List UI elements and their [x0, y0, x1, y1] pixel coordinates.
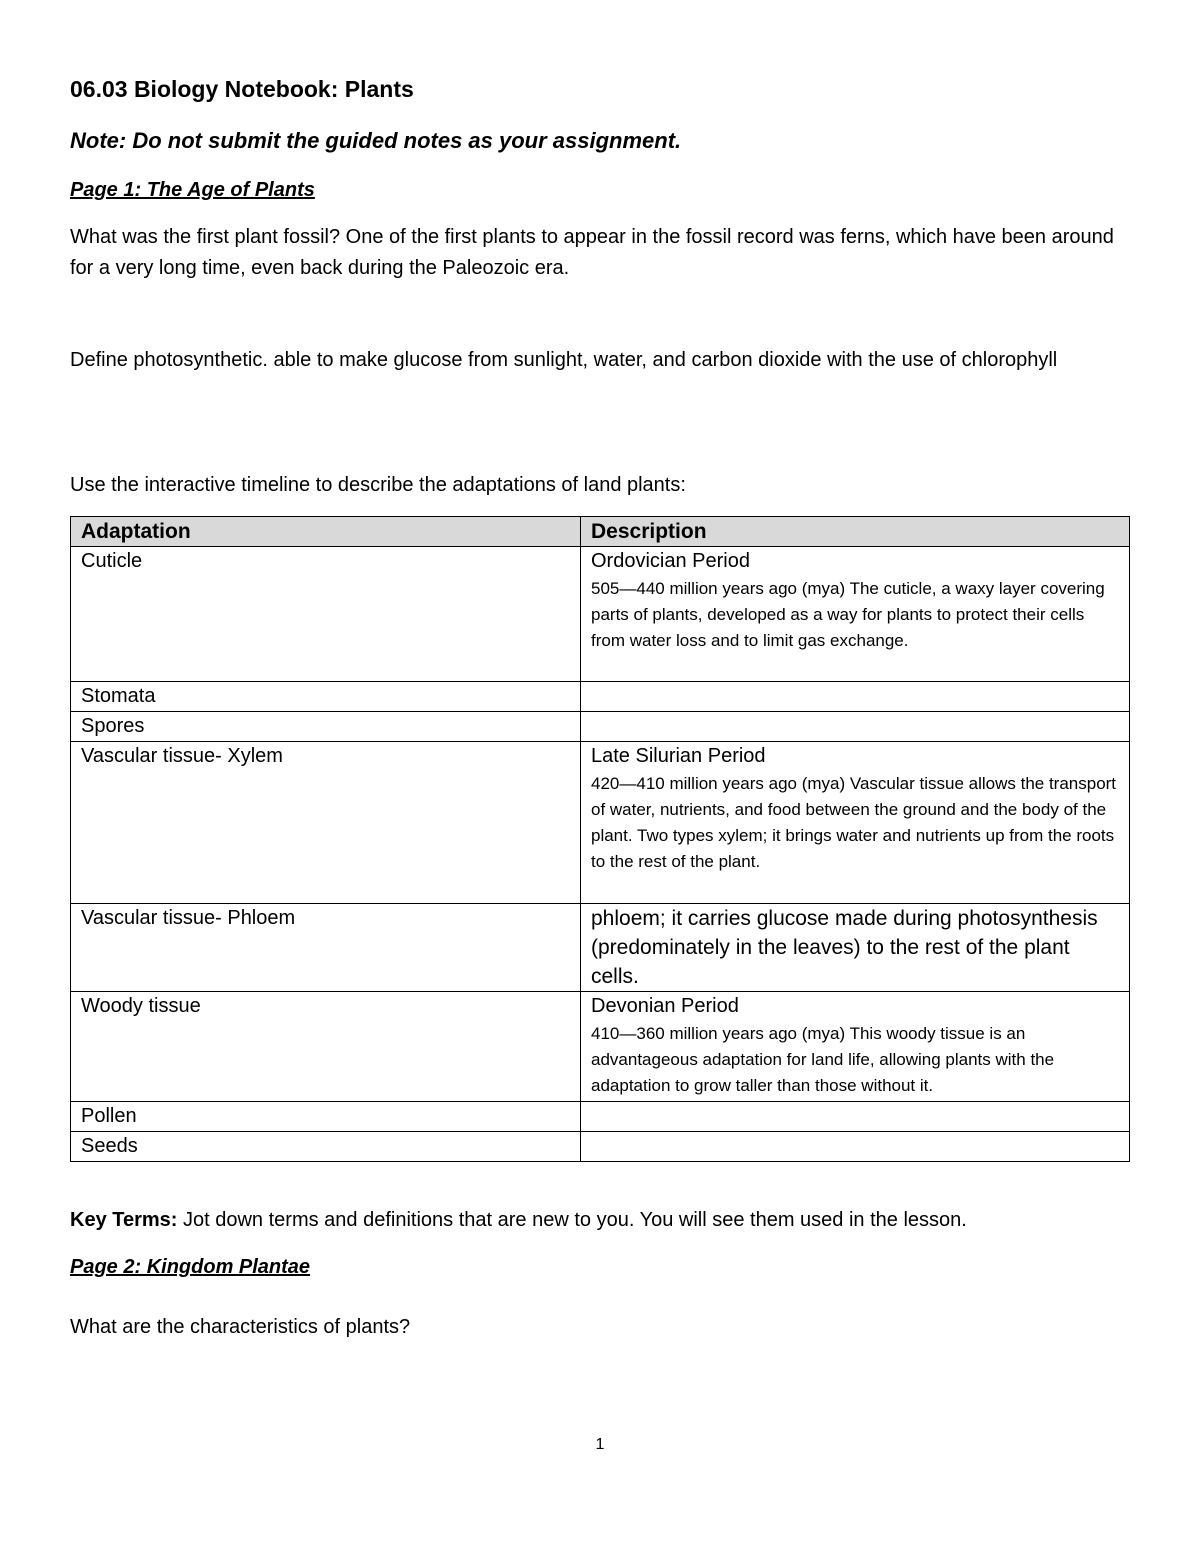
header-description: Description — [581, 517, 1130, 547]
key-terms-label: Key Terms: — [70, 1209, 178, 1231]
header-adaptation: Adaptation — [71, 517, 581, 547]
table-row — [71, 547, 1130, 682]
table-row — [71, 1102, 1130, 1132]
section-heading-page1: Page 1: The Age of Plants — [70, 179, 315, 201]
adaptation-cell: Seeds — [71, 1132, 581, 1162]
adaptation-cell: Pollen — [71, 1102, 581, 1132]
period-label: Devonian Period — [591, 995, 739, 1017]
description-text: phloem; it carries glucose made during photosynthesis (predominately in the leaves) to the rest of the plant cells. — [591, 907, 1098, 988]
table-header-row — [71, 517, 1130, 547]
description-cell — [581, 992, 1130, 1102]
assignment-note: Note: Do not submit the guided notes as your assignment. — [70, 128, 682, 153]
period-label: Ordovician Period — [591, 550, 750, 572]
adaptation-cell: Stomata — [71, 682, 581, 712]
key-terms-paragraph — [70, 1205, 1130, 1236]
document-title: 06.03 Biology Notebook: Plants — [70, 76, 414, 102]
adaptation-cell: Woody tissue — [71, 992, 581, 1102]
timeline-instruction: Use the interactive timeline to describe the adaptations of land plants: — [70, 474, 686, 496]
table-row — [71, 992, 1130, 1102]
table-row — [71, 904, 1130, 992]
characteristics-question: What are the characteristics of plants? — [70, 1316, 411, 1338]
table-row — [71, 712, 1130, 742]
description-cell[interactable] — [581, 682, 1130, 712]
description-text: 410—360 million years ago (mya) This woody tissue is an advantageous adaptation for land life, allowing plants with the adaptation to grow taller than those without it. — [591, 1024, 1055, 1095]
adaptation-cell: Vascular tissue- Phloem — [71, 904, 581, 992]
table-row — [71, 742, 1130, 904]
description-cell[interactable] — [581, 712, 1130, 742]
description-cell[interactable] — [581, 1102, 1130, 1132]
table-row — [71, 1132, 1130, 1162]
description-cell[interactable] — [581, 1132, 1130, 1162]
adaptation-cell: Vascular tissue- Xylem — [71, 742, 581, 904]
table-row — [71, 682, 1130, 712]
period-label: Late Silurian Period — [591, 745, 766, 767]
description-text: 505—440 million years ago (mya) The cuticle, a waxy layer covering parts of plants, developed as a way for plants to protect their cells from water loss and to limit gas exchange. — [591, 579, 1105, 650]
adaptation-cell: Spores — [71, 712, 581, 742]
page-number: 1 — [595, 1436, 605, 1453]
description-cell — [581, 742, 1130, 904]
description-cell — [581, 904, 1130, 992]
adaptations-table — [70, 516, 1130, 1162]
description-text: 420—410 million years ago (mya) Vascular tissue allows the transport of water, nutrients, and food between the ground and the body of the plant. Two types xylem; it brings water and nutrients up from the roots to the rest of the plant. — [591, 774, 1117, 871]
adaptation-cell: Cuticle — [71, 547, 581, 682]
description-cell — [581, 547, 1130, 682]
section-heading-page2: Page 2: Kingdom Plantae — [70, 1256, 311, 1278]
key-terms-text: Jot down terms and definitions that are new to you. You will see them used in the lesson. — [177, 1209, 967, 1231]
first-fossil-question: What was the first plant fossil? One of the first plants to appear in the fossil record was ferns, which have been around for a very long time, even back during the Paleozoic era. — [70, 226, 1114, 279]
photosynthetic-definition: Define photosynthetic. able to make glucose from sunlight, water, and carbon dioxide with the use of chlorophyll — [70, 349, 1058, 371]
